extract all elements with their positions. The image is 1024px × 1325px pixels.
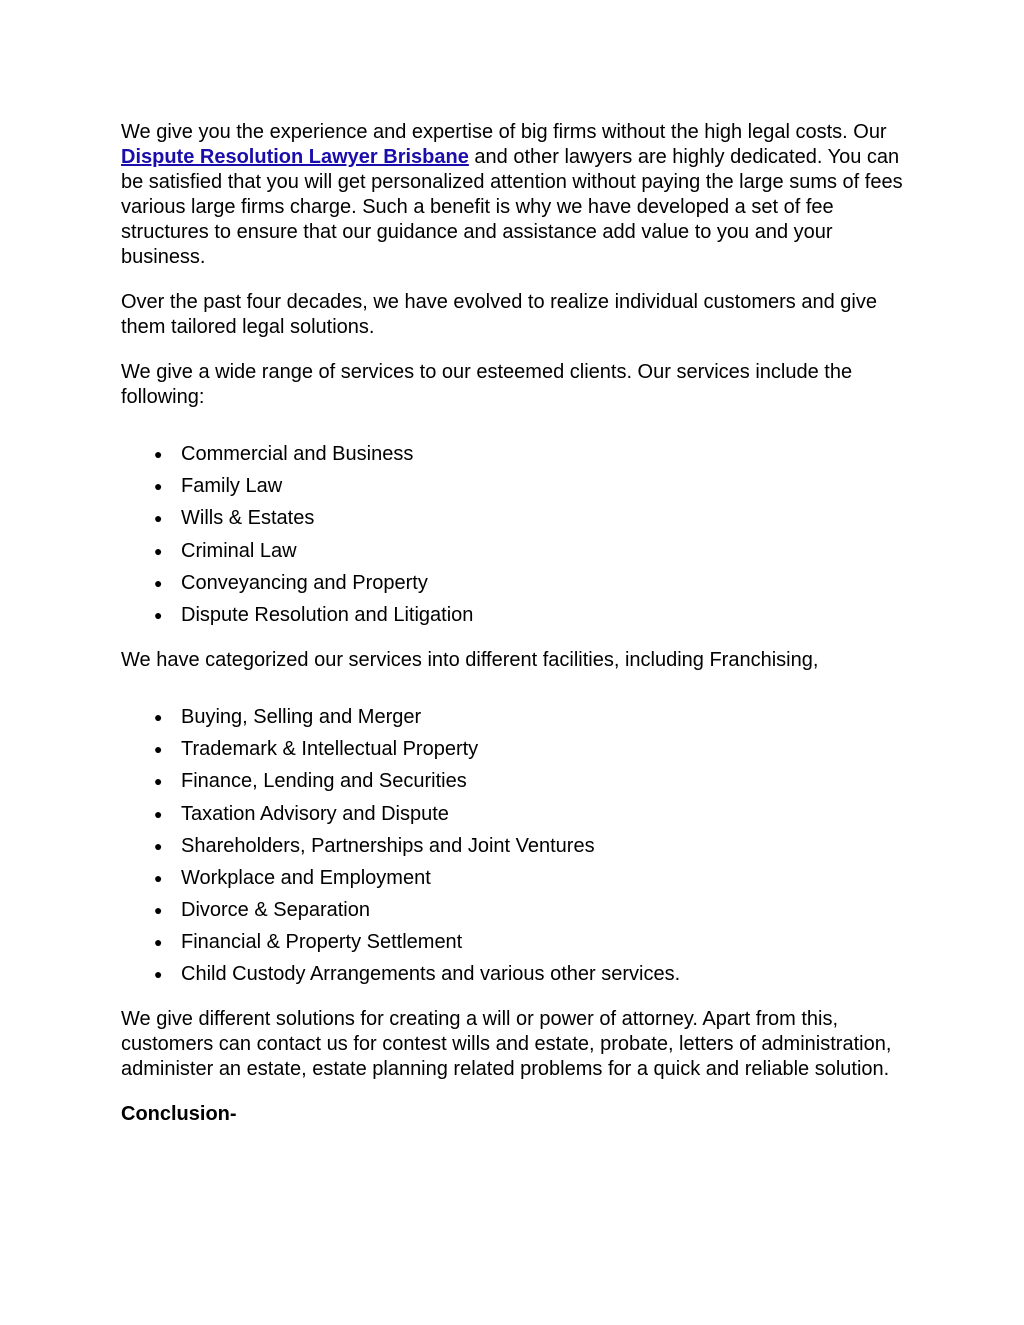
bullet-icon: ● <box>154 805 163 822</box>
list-item-label: Dispute Resolution and Litigation <box>181 603 474 626</box>
list-item <box>121 834 911 866</box>
bullet-icon: ● <box>154 478 163 495</box>
bullet-icon: ● <box>154 869 163 886</box>
intro-text-start: We give you the experience and expertise of big firms without the high legal costs. Our <box>121 121 887 143</box>
list-item-label: Shareholders, Partnerships and Joint Ventures <box>181 834 595 857</box>
list-item-label: Taxation Advisory and Dispute <box>181 802 449 825</box>
intro-text-end: and other lawyers are highly dedicated. You can be satisfied that you will get personalized attention without paying the large sums of fees various large firms charge. Such a benefit is why we have developed a set of fee structures to ensure that our guidance and assistance add value to you and your business. <box>121 146 903 268</box>
list-item <box>121 506 911 538</box>
list-item <box>121 474 911 506</box>
bullet-icon: ● <box>154 510 163 527</box>
dispute-resolution-lawyer-link[interactable]: Dispute Resolution Lawyer Brisbane <box>121 146 469 168</box>
bullet-icon: ● <box>154 934 163 951</box>
list-item <box>121 769 911 801</box>
list-item <box>121 962 911 987</box>
list-item-label: Family Law <box>181 475 283 498</box>
bullet-icon: ● <box>154 966 163 983</box>
bullet-icon: ● <box>154 773 163 790</box>
list-item <box>121 802 911 834</box>
services-intro-paragraph: We give a wide range of services to our esteemed clients. Our services include the following: <box>121 361 853 408</box>
bullet-icon: ● <box>154 708 163 725</box>
list-item-label: Conveyancing and Property <box>181 571 428 594</box>
list-item-label: Workplace and Employment <box>181 866 431 889</box>
list-item-label: Trademark & Intellectual Property <box>181 738 479 761</box>
conclusion-heading: Conclusion- <box>121 1103 237 1126</box>
list-item <box>121 930 911 962</box>
list-item <box>121 898 911 930</box>
bullet-icon: ● <box>154 574 163 591</box>
experience-paragraph: Over the past four decades, we have evolved to realize individual customers and give them tailored legal solutions. <box>121 291 877 338</box>
bullet-icon: ● <box>154 542 163 559</box>
list-item-label: Wills & Estates <box>181 507 315 530</box>
services-list <box>121 442 911 628</box>
list-item <box>121 539 911 571</box>
list-item-label: Buying, Selling and Merger <box>181 705 422 728</box>
list-item-label: Divorce & Separation <box>181 899 370 922</box>
list-item-label: Criminal Law <box>181 539 297 562</box>
list-item <box>121 603 911 628</box>
bullet-icon: ● <box>154 741 163 758</box>
facilities-list <box>121 705 911 988</box>
document-page <box>121 120 911 1147</box>
list-item <box>121 866 911 898</box>
categories-paragraph: We have categorized our services into different facilities, including Franchising, <box>121 648 819 671</box>
list-item <box>121 571 911 603</box>
bullet-icon: ● <box>154 902 163 919</box>
list-item <box>121 705 911 737</box>
list-item <box>121 737 911 769</box>
bullet-icon: ● <box>154 606 163 623</box>
list-item-label: Commercial and Business <box>181 443 414 465</box>
list-item-label: Financial & Property Settlement <box>181 931 463 954</box>
bullet-icon: ● <box>154 446 163 462</box>
list-item <box>121 442 911 474</box>
list-item-label: Child Custody Arrangements and various other services. <box>181 963 681 986</box>
bullet-icon: ● <box>154 837 163 854</box>
intro-paragraph <box>121 120 911 270</box>
solutions-paragraph: We give different solutions for creating a will or power of attorney. Apart from this, customers can contact us for contest wills and estate, probate, letters of administration, administer an estate, estate planning related problems for a quick and reliable solution. <box>121 1008 892 1081</box>
list-item-label: Finance, Lending and Securities <box>181 770 467 793</box>
